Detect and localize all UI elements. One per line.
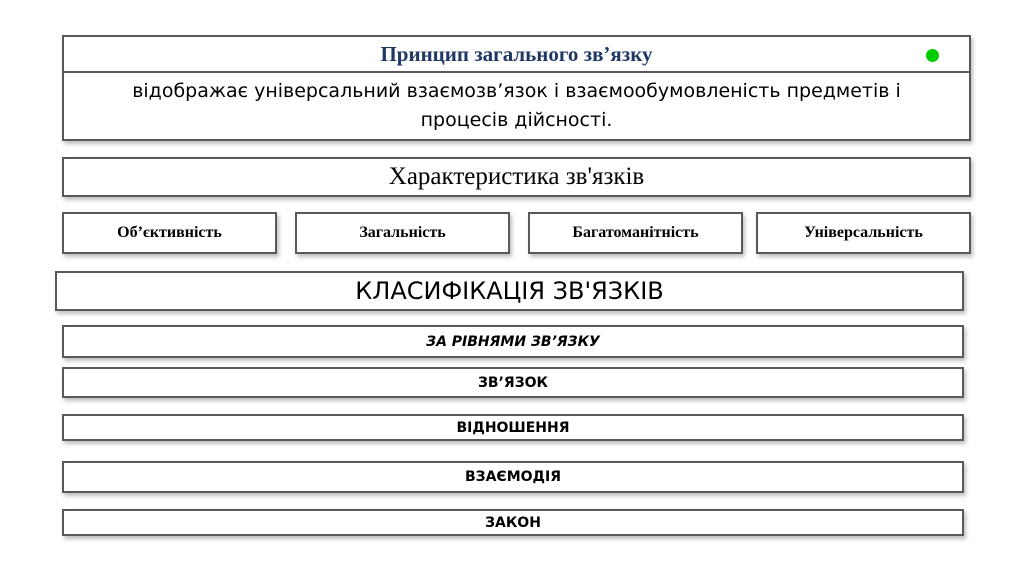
level-connection [62, 367, 964, 398]
level-label: ЗАКОН [485, 514, 541, 531]
principle-title-row [64, 37, 969, 73]
level-relation [62, 414, 964, 441]
characteristic-objectivity [62, 212, 277, 254]
characteristic-label: Багатоманітність [572, 224, 699, 241]
characteristic-label: Об’єктивність [117, 224, 222, 241]
characteristic-label: Загальність [359, 224, 446, 241]
level-label: ЗВ’ЯЗОК [477, 374, 548, 391]
principle-description: відображає універсальний взаємозв’язок і взаємообумовленість предметів і процесів дійсності. [132, 80, 901, 131]
levels-title-label: ЗА РІВНЯМИ ЗВ’ЯЗКУ [426, 333, 600, 350]
green-dot-icon [926, 49, 939, 62]
characteristic-diversity [528, 212, 743, 254]
principle-box [62, 35, 971, 141]
levels-title [62, 325, 964, 358]
classification-header-label: КЛАСИФІКАЦІЯ ЗВ'ЯЗКІВ [355, 277, 664, 305]
characteristic-label: Універсальність [804, 224, 923, 241]
level-interaction [62, 461, 964, 493]
level-law [62, 509, 964, 536]
characteristics-header [62, 157, 971, 197]
characteristic-universality [756, 212, 971, 254]
principle-title: Принцип загального зв’язку [380, 41, 653, 66]
classification-header [55, 271, 964, 311]
characteristic-generality [295, 212, 510, 254]
principle-description-row [64, 73, 969, 139]
characteristics-header-label: Характеристика зв'язків [388, 163, 645, 190]
level-label: ВІДНОШЕННЯ [456, 419, 570, 436]
level-label: ВЗАЄМОДІЯ [464, 469, 562, 485]
